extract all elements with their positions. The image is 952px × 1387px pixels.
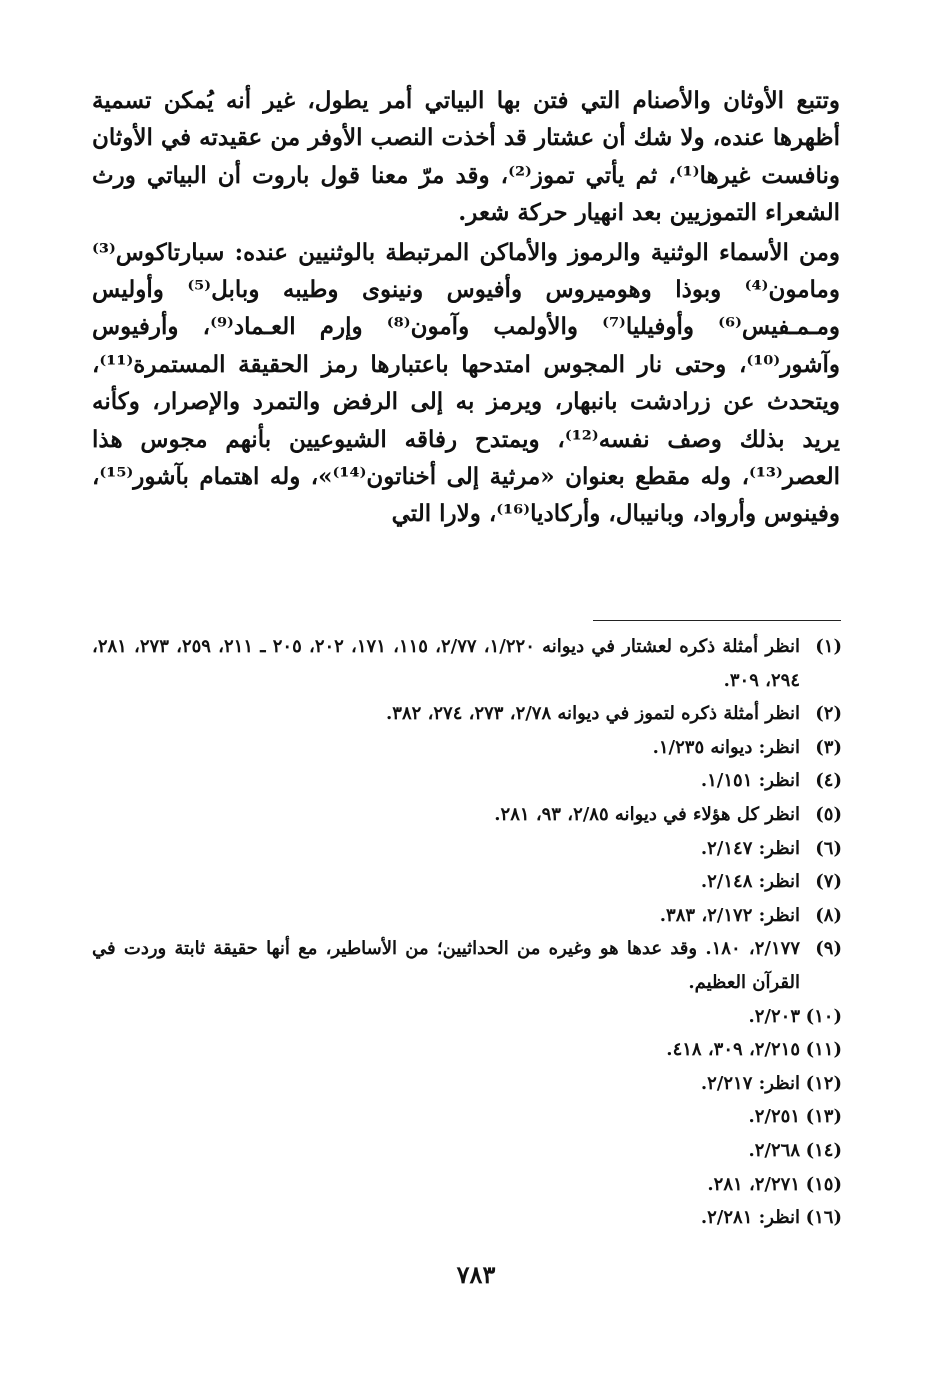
- footnote-number: (١٣): [805, 1106, 842, 1128]
- footnote-text: ٢/٢١٥، ٣٠٩، ٤١٨.: [666, 1039, 800, 1061]
- footnote-text: انظر: ٢/١٧٢، ٣٨٣.: [659, 904, 800, 926]
- footnote-number: (١٢): [805, 1072, 842, 1094]
- footnote-6: [92, 832, 842, 866]
- footnote-9: [92, 932, 842, 999]
- footnote-number: (٢): [815, 703, 842, 725]
- footnote-text: انظر: ديوانه ١/٢٣٥.: [652, 736, 800, 758]
- footnote-text: ٢/١٧٧، ١٨٠. وقد عدها هو وغيره من الحداثيين؛ من الأساطير، مع أنها حقيقة ثابتة وردت في القرآن العظيم.: [92, 938, 800, 993]
- footnote-text: انظر أمثلة ذكره لعشتار في ديوانه ١/٢٢٠، ٢/٧٧، ١١٥، ١٧١، ٢٠٢، ٢٠٥ ـ ٢١١، ٢٥٩، ٢٧٣، ٢٨١، ٢٩٤، ٣٠٩.: [92, 636, 801, 691]
- footnote-number: (٩): [815, 938, 842, 960]
- footnote-8: [92, 899, 842, 933]
- footnote-text: انظر: ٢/١٤٨.: [700, 871, 800, 893]
- footnote-text: ٢/٢٦٨.: [748, 1139, 800, 1161]
- footnote-15: [92, 1168, 842, 1202]
- paragraph-2: ومن الأسماء الوثنية والرموز والأماكن المرتبطة بالوثنيين عنده: سبارتاكوس⁽³⁾ ومامون⁽⁴⁾ وبوذا وهوميروس وأفيوس ونينوى وطيبه وبابل⁽⁵⁾ وأوليس ومـمـفيس⁽⁶⁾ وأوفيليا⁽⁷⁾ والأولمب وآمون⁽⁸⁾ وإرم العـماد⁽⁹⁾، وأرفيوس وآشور⁽¹⁰⁾، وحتى نار المجوس امتدحها باعتبارها رمز الحقيقة المستمرة⁽¹¹⁾، ويتحدث عن زرادشت بانبهار، ويرمز به إلى الرفض والتمرد والإصرار، وكأنه يريد بذلك وصف نفسه⁽¹²⁾، ويمتدح رفاقه الشيوعيين بأنهم مجوس هذا العصر⁽¹³⁾، وله مقطع بعنوان «مرثية إلى أخناتون⁽¹⁴⁾»، وله اهتمام بآشور⁽¹⁵⁾، وفينوس وأرواد، وبانيبال، وأركاديا⁽¹⁶⁾، ولارا التي: [92, 238, 841, 528]
- footnote-5: [92, 798, 842, 832]
- footnote-7: [92, 865, 842, 899]
- footnote-12: [92, 1067, 842, 1101]
- footnote-1: [92, 630, 842, 697]
- footnote-number: (١): [815, 636, 842, 657]
- footnote-text: انظر أمثلة ذكره لتموز في ديوانه ٢/٧٨، ٢٧٣، ٢٧٤، ٣٨٢.: [386, 703, 800, 725]
- footnote-4: [92, 764, 842, 798]
- footnote-text: ٢/٢٧١، ٢٨١.: [707, 1173, 800, 1195]
- footnote-number: (١٦): [805, 1207, 842, 1229]
- footnote-14: [92, 1134, 842, 1168]
- footnote-number: (١٤): [805, 1139, 842, 1161]
- footnote-16: [92, 1201, 842, 1235]
- footnote-separator: [593, 620, 841, 621]
- footnote-text: ٢/٢٠٣.: [748, 1005, 800, 1027]
- footnote-13: [92, 1100, 842, 1134]
- footnote-number: (١٠): [805, 1005, 842, 1027]
- footnote-11: [92, 1033, 842, 1067]
- footnote-text: انظر كل هؤلاء في ديوانه ٢/٨٥، ٩٣، ٢٨١.: [494, 803, 800, 825]
- main-text: [92, 82, 840, 533]
- footnote-text: انظر: ٢/١٤٧.: [700, 837, 800, 859]
- footnote-text: انظر: ٢/٢٨١.: [700, 1207, 800, 1229]
- footnote-3: [92, 731, 842, 765]
- footnote-number: (٥): [815, 803, 842, 825]
- footnote-number: (٧): [815, 871, 842, 893]
- footnotes: [92, 630, 842, 1235]
- footnote-number: (١٥): [805, 1173, 842, 1195]
- footnote-text: ٢/٢٥١.: [748, 1106, 800, 1128]
- footnote-number: (٣): [815, 736, 842, 758]
- paragraph-1: وتتبع الأوثان والأصنام التي فتن بها البياتي أمر يطول، غير أنه يُمكن تسمية أظهرها عنده، ولا شك أن عشتار قد أخذت النصب الأوفر من عقيدته في الأوثان ونافست غيرها⁽¹⁾، ثم يأتي تموز⁽²⁾، وقد مرّ معنا قول باروت أن البياتي ورث الشعراء التموزيين بعد انهيار حركة شعر.: [92, 87, 840, 227]
- page-number: ٧٨٣: [456, 1260, 496, 1289]
- footnote-2: [92, 697, 842, 731]
- footnote-number: (٨): [815, 904, 842, 926]
- footnote-10: [92, 1000, 842, 1034]
- footnote-text: انظر: ١/١٥١.: [700, 770, 800, 792]
- footnote-number: (٦): [815, 837, 842, 859]
- footnote-number: (٤): [815, 770, 842, 792]
- footnote-text: انظر: ٢/٢١٧.: [700, 1072, 800, 1094]
- footnote-number: (١١): [805, 1039, 842, 1061]
